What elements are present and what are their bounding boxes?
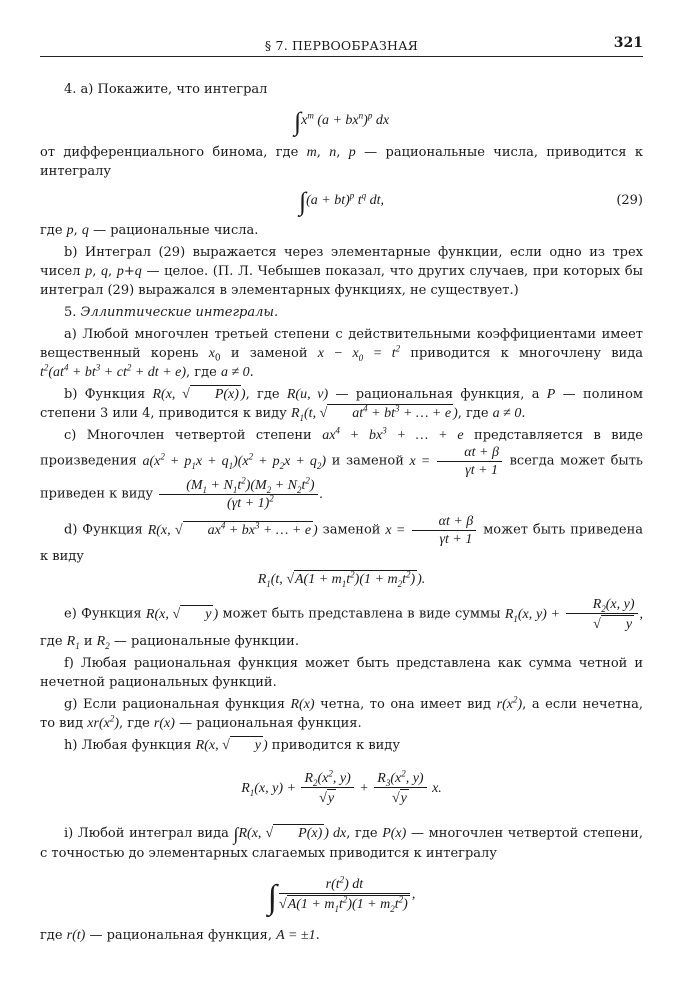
problem-4a-continued: от дифференциального бинома, где m, n, p — рациональные числа, приводится к интегралу xyxy=(40,145,643,179)
formula-29: ∫(a + bt)$^p$ $t^q$ dt, (29) xyxy=(298,187,643,216)
problem-4b: b) Интеграл (29) выражается через элементарные функции, если одно из трех чисел p, q, p+q — целое. (П. Л. Чебышев показал, что других случаев, при которых бы интеграл (29) выражался в элементарных функциях, не существует.) xyxy=(40,245,644,298)
problem-5d: d) Функция R(x, √ $ax^4 + bx^3$ + … + e ) заменой x = $\frac{\alpha t + \beta}{\gamma t + 1}$ может быть приведена к виду xyxy=(40,514,644,564)
problem-5b: b) Функция R(x, √ P(x) ), где R(u, v) — рациональная функция, а P — полином степени 3 или 4, приводится к виду $R_1(t$, √ $at^4 + bt^3$ + … + e ), где a ≠ 0. xyxy=(40,387,644,423)
problem-5-heading: 5. Эллиптические интегралы. xyxy=(64,305,279,320)
problem-5i: i) Любой интеграл вида ∫R(x, √ P(x) ) dx, где P(x) — многочлен четвертой степени, с точностью до элементарных слагаемых приводится к интегралу xyxy=(40,824,643,861)
problem-5f: f) Любая рациональная функция может быть представлена как сумма четной и нечетной рациональных функций. xyxy=(40,656,643,690)
running-header xyxy=(40,30,643,57)
problem-4a: 4. a) Покажите, что интеграл xyxy=(64,82,268,97)
chapter-title: § 7. ПЕРВООБРАЗНАЯ xyxy=(264,38,419,53)
problem-4a-end: где p, q — рациональные числа. xyxy=(40,223,259,238)
formula-binomial-integral: $\int x^m$ $(a + bx^n)^p$ dx xyxy=(293,107,390,136)
problem-5i-end: где r(t) — рациональная функция, A = ±1. xyxy=(40,928,320,943)
formula-5d: $R_1(t$, $√A(1 + m_1t^2)(1 + m_2t^2)$ ). xyxy=(257,569,426,589)
page-number: 321 xyxy=(613,35,643,51)
problem-5g: g) Если рациональная функция R(x) четна, то она имеет вид $r(x^2)$, а если нечетна, то вид $xr(x^2)$, где r(x) — рациональная функция. xyxy=(40,694,644,731)
formula-5h: $R_1(x$, y) + $\frac{R_2(x^2, y)}{√y}$ + $\frac{R_3(x^2, y)}{√y}$ x. xyxy=(241,768,442,806)
problem-5c: c) Многочлен четвертой степени $ax^4 + bx^3$ + … + e представляется в виде произведения $a(x^2 + p_1x + q_1)(x^2 + p_2x + q_2)$ и заменой x = $\frac{\alpha t + \beta}{\gamma t + 1}$ всегда может быть приведен к виду $\frac{(M_1 + N_1t^2)(M_2 + N_2t^2)}{(\gamma t + 1)^2}$ . xyxy=(40,425,644,511)
equation-number: (29) xyxy=(616,193,643,208)
problem-5e: e) Функция R(x, √ y ) может быть представлена в виде суммы $R_1(x$, y) + $\frac{R_2(x, y)}{√ y}$ , где $R_1$ и $R_2$ — рациональные функции. xyxy=(40,597,644,651)
problem-5h: h) Любая функция R(x, √ y ) приводится к виду xyxy=(64,738,400,753)
formula-5i: ∫ $\frac{r(t^2) dt}{√A(1 + m_1t^2)(1 + m_2t^2)}$ , xyxy=(267,874,416,916)
page-body xyxy=(40,80,643,945)
problem-5a: a) Любой многочлен третьей степени с действительными коэффициентами имеет вещественный корень $x_0$ и заменой $x - x_0 = t^2$ приводится к многочлену вида $t^2(at^4 + bt^3 + ct^2$ + dt + e), где a ≠ 0. xyxy=(40,327,643,380)
